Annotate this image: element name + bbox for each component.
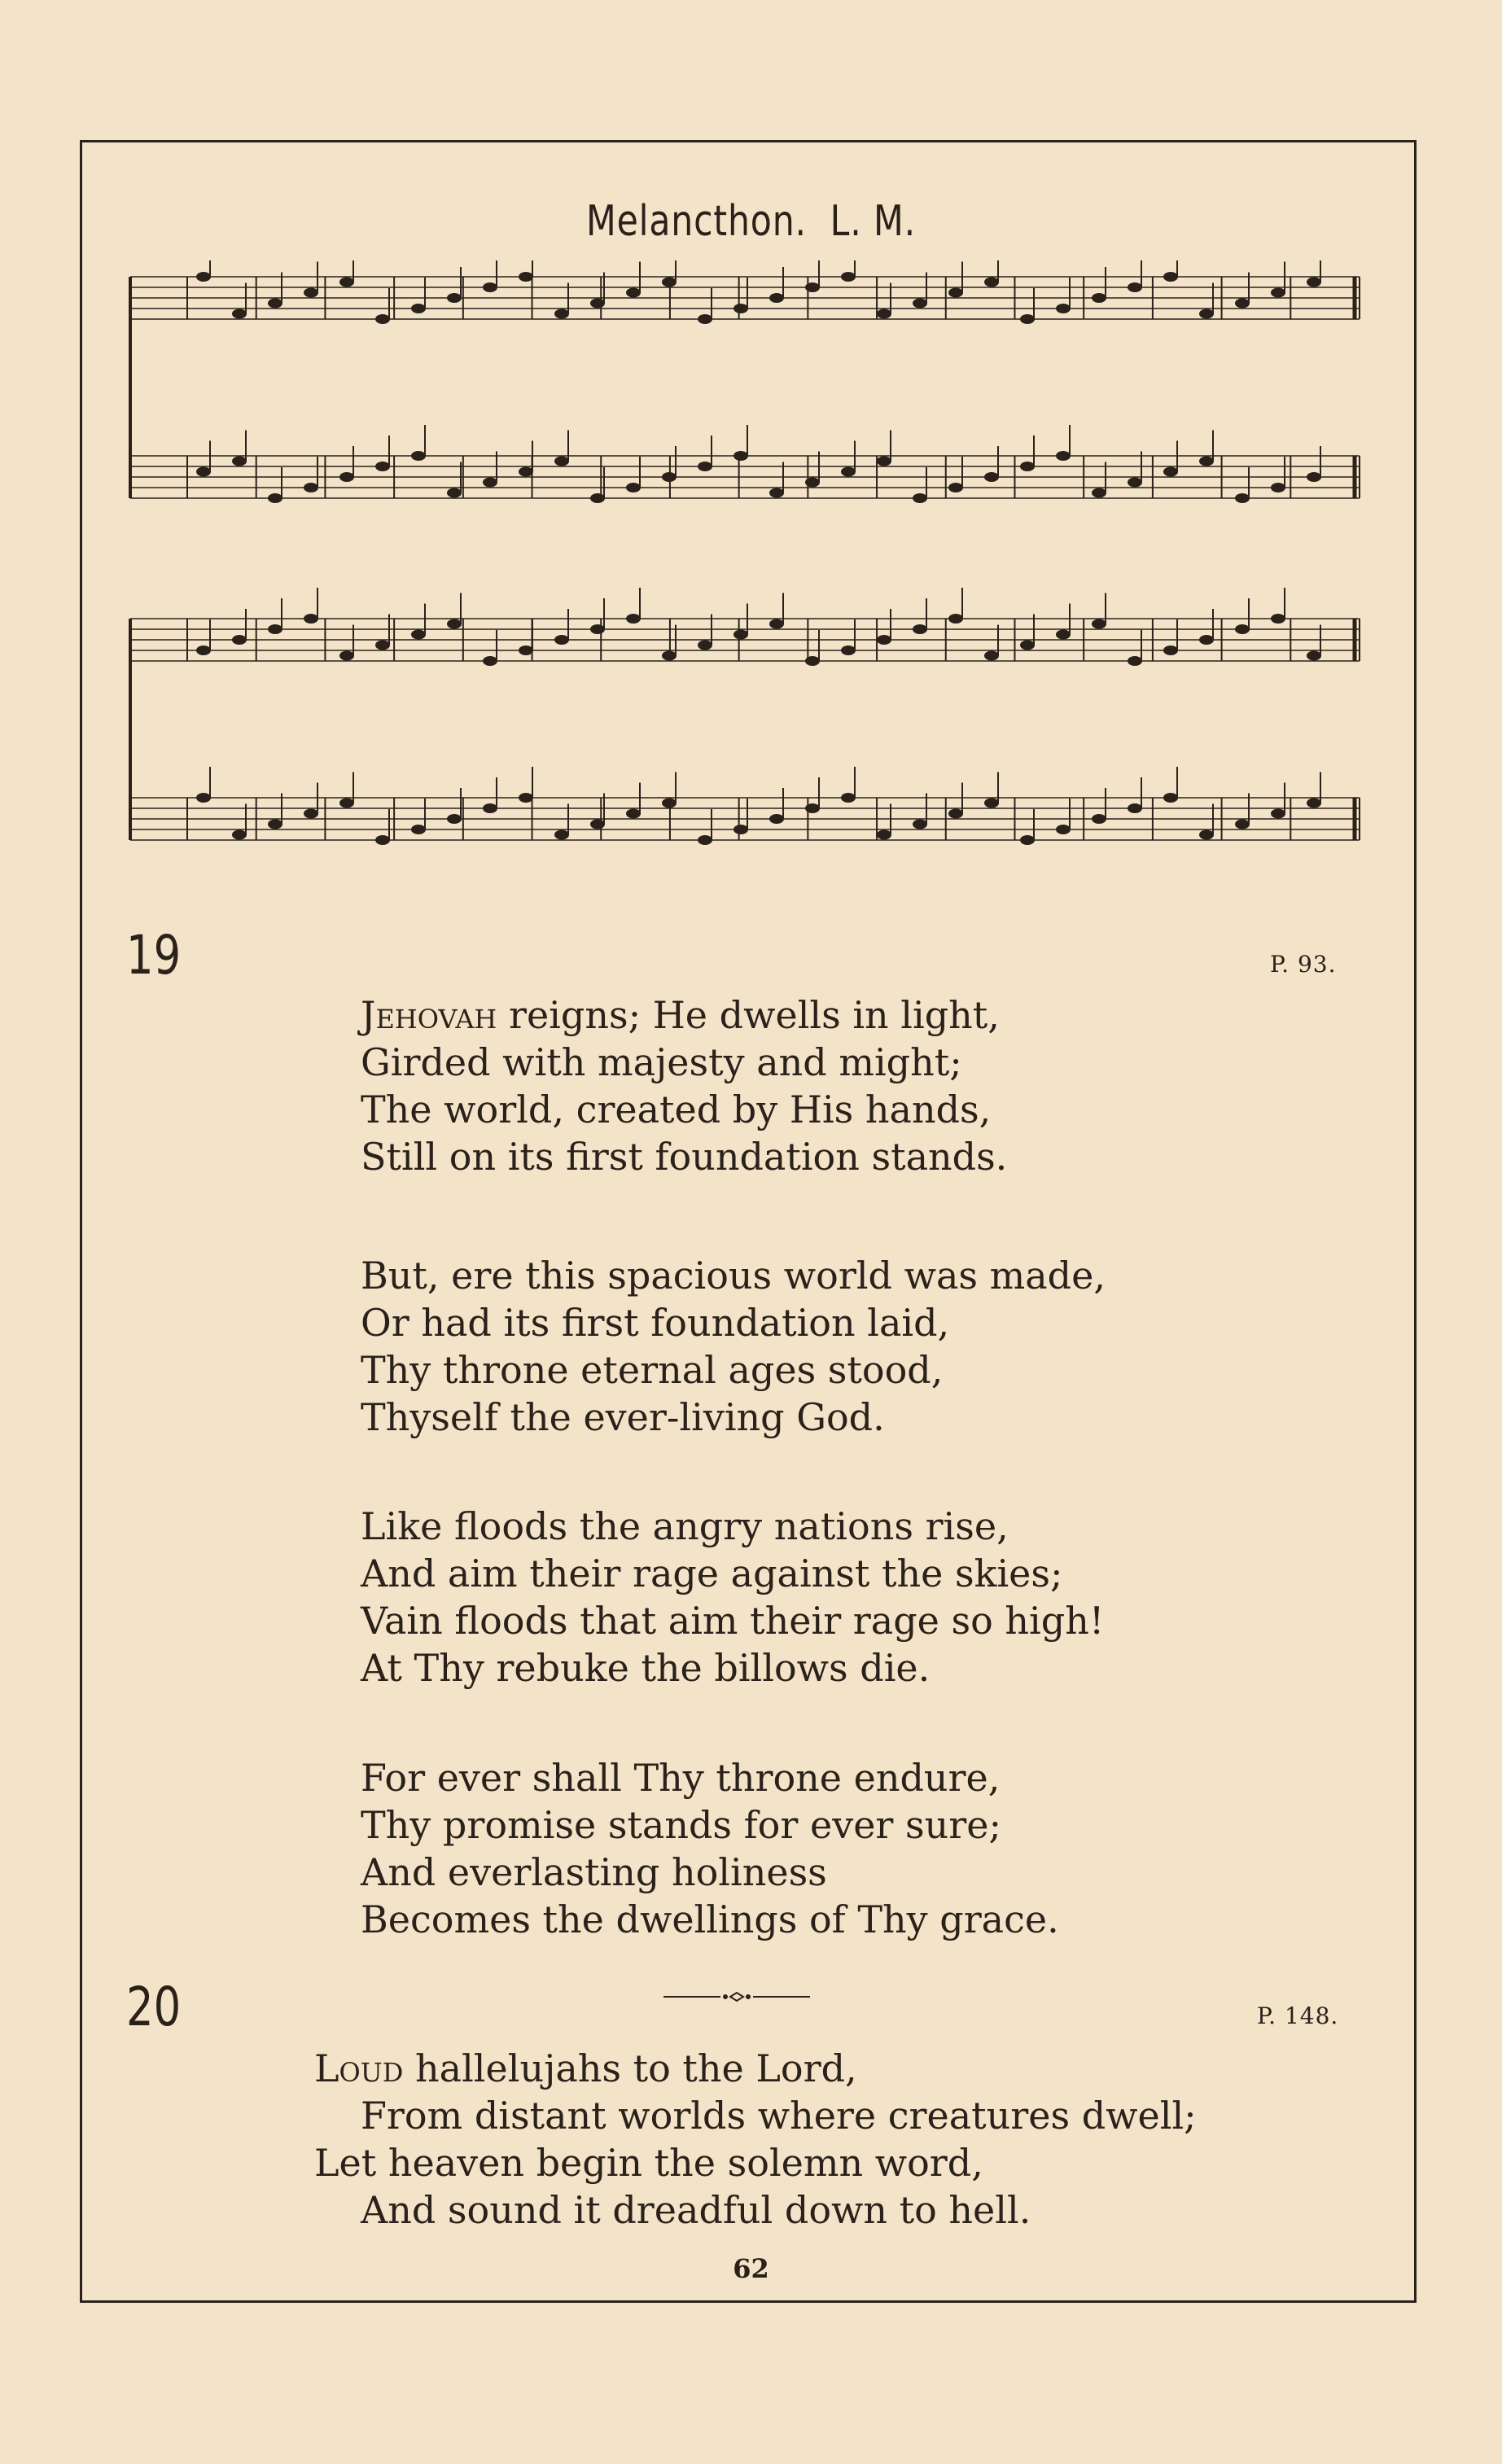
stanza-line: Thyself the ever-living God. [361,1395,885,1439]
stanza-line: The world, created by His hands, [361,1088,992,1131]
stanza-line: And sound it dreadful down to hell. [361,2188,1031,2232]
stanza-line: From distant worlds where creatures dwell; [361,2094,1197,2138]
psalm-reference-20: P. 148. [1257,2002,1339,2029]
hymn-19-stanza-1 [361,991,1007,1180]
music-score [122,260,1368,863]
stanza-line: Loud hallelujahs to the Lord, [314,2046,857,2090]
stanza-line: Vain floods that aim their rage so high! [361,1599,1105,1643]
stanza-line: And aim their rage against the skies; [361,1551,1063,1595]
stanza-line: Like floods the angry nations rise, [361,1504,1009,1548]
ornament-divider [663,1989,810,2005]
hymn-20-stanza-1 [314,2045,1197,2234]
hymn-19-stanza-4 [361,1754,1059,1943]
hymn-number-19: 19 [126,924,182,987]
first-word: Loud [314,2046,404,2090]
stanza-line: At Thy rebuke the billows die. [361,1646,931,1690]
first-word: Jehovah [361,993,497,1037]
hymn-number-20: 20 [126,1976,182,2038]
hymn-19-stanza-2 [361,1252,1106,1441]
psalm-reference-19: P. 93. [1270,951,1337,978]
tune-name: Melancthon. [586,197,807,246]
stanza-line: Girded with majesty and might; [361,1040,962,1084]
stanza-line: For ever shall Thy throne endure, [361,1756,1001,1800]
page-number: 62 [733,2253,769,2284]
hymn-19-stanza-3 [361,1503,1104,1692]
stanza-line: Jehovah reigns; He dwells in light, [361,993,1000,1037]
stanza-line: Becomes the dwellings of Thy grace. [361,1897,1059,1941]
stanza-line: Still on its first foundation stands. [361,1135,1008,1179]
stanza-line: Thy promise stands for ever sure; [361,1803,1001,1847]
stanza-line: Thy throne eternal ages stood, [361,1348,944,1392]
tune-meter: L. M. [830,197,916,246]
tune-title [135,197,1367,246]
stanza-line: Or had its first foundation laid, [361,1301,950,1345]
stanza-line: Let heaven begin the solemn word, [314,2141,983,2185]
stanza-line: But, ere this spacious world was made, [361,1254,1106,1298]
stanza-line: And everlasting holiness [361,1850,827,1894]
